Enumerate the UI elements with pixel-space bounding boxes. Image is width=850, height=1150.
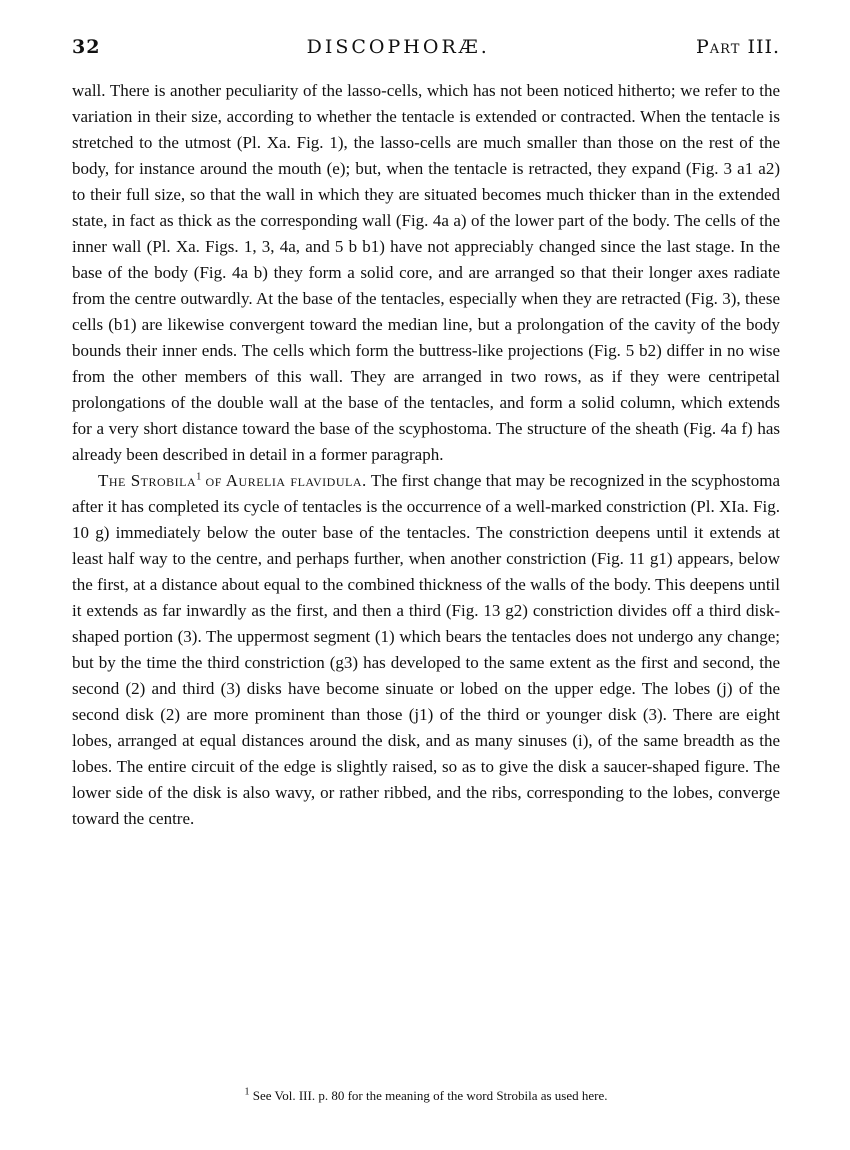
footnote-text: See Vol. III. p. 80 for the meaning of the word Strobila as used here.	[252, 1088, 608, 1103]
part-label: Part III.	[696, 36, 780, 58]
footnote	[72, 1088, 780, 1104]
page-header	[72, 36, 780, 58]
page-number: 32	[72, 36, 101, 58]
body-paragraph-2	[72, 468, 780, 832]
footnote-marker: 1	[196, 471, 202, 483]
body-paragraph-1: wall. There is another peculiarity of the lasso-cells, which has not been noticed hitherto; we refer to the variation in their size, according to whether the tentacle is extended or contracted. When the tentacle is stretched to the utmost (Pl. Xa. Fig. 1), the lasso-cells are much smaller than those on the rest of the body, for instance around the mouth (e); but, when the tentacle is retracted, they expand (Fig. 3 a1 a2) to their full size, so that the wall in which they are situated becomes much thicker than in the extended state, in fact as thick as the corresponding wall (Fig. 4a a) of the lower part of the body. The cells of the inner wall (Pl. Xa. Figs. 1, 3, 4a, and 5 b b1) have not appreciably changed since the last stage. In the base of the body (Fig. 4a b) they form a solid core, and are arranged so that their longer axes radiate from the centre outwardly. At the base of the tentacles, especially when they are retracted (Fig. 3), these cells (b1) are likewise convergent toward the median line, but a prolongation of the cavity of the body bounds their inner ends. The cells which form the buttress-like projections (Fig. 5 b2) differ in no wise from the other members of this wall. They are arranged in two rows, as if they were centripetal prolongations of the double wall at the base of the tentacles, and form a solid column, which extends for a very short distance toward the base of the scyphostoma. The structure of the sheath (Fig. 4a f) has already been described in detail in a former paragraph.	[72, 81, 780, 464]
footnote-number: 1	[244, 1086, 250, 1098]
section-heading-rest: of Aurelia flavidula.	[205, 471, 367, 490]
section-body: The first change that may be recognized in the scyphostoma after it has completed its cycle of tentacles is the occurrence of a well-marked constriction (Pl. XIa. Fig. 10 g) immediately below the outer base of the tentacles. The constriction deepens until it extends at least half way to the centre, and perhaps further, when another constriction (Fig. 11 g1) appears, below the first, at a distance about equal to the combined thickness of the walls of the body. This deepens until it extends as far inwardly as the first, and then a third (Fig. 13 g2) constriction divides off a third disk-shaped portion (3). The uppermost segment (1) which bears the tentacles does not undergo any change; but by the time the third constriction (g3) has developed to the same extent as the first and second, the second (2) and third (3) disks have become sinuate or lobed on the upper edge. The lobes (j) of the second disk (2) are more prominent than those (j1) of the third or younger disk (3). There are eight lobes, arranged at equal distances around the disk, and as many sinuses (i), of the same breadth as the lobes. The entire circuit of the edge is slightly raised, so as to give the disk a saucer-shaped figure. The lower side of the disk is also wavy, or rather ribbed, and the ribs, corresponding to the lobes, converge toward the centre.	[72, 471, 780, 828]
section-heading: The Strobila	[98, 471, 197, 490]
running-title: DISCOPHORÆ.	[306, 36, 490, 58]
